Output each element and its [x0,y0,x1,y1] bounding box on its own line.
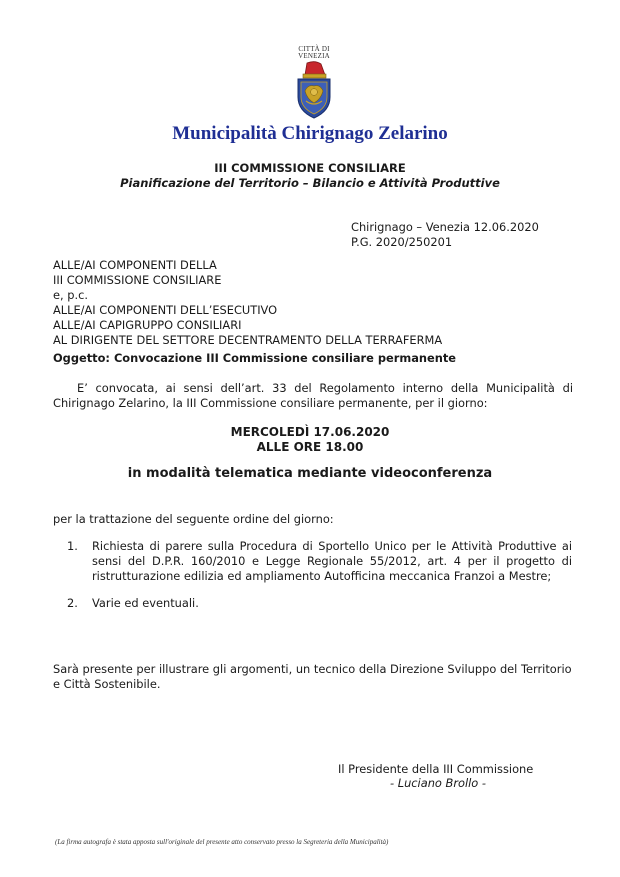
agenda-item-text: Varie ed eventuali. [92,596,199,610]
intro-text: E’ convocata, ai sensi dell’art. 33 del Regolamento interno della Municipalità di Chirignago Zelarino, la III Commissione consiliare permanente, per il giorno: [53,381,573,410]
crest-caption [286,46,342,60]
protocol-number: P.G. 2020/250201 [351,235,453,249]
recipient-line: III COMMISSIONE CONSILIARE [53,273,222,287]
municipality-title: Municipalità Chirignago Zelarino [172,123,448,144]
intro-paragraph [53,381,573,411]
meeting-mode: in modalità telematica mediante videoconferenza [127,466,493,481]
crest-caption-line2: VENEZIA [298,52,330,60]
closing-paragraph: Sarà presente per illustrare gli argomenti, un tecnico della Direzione Sviluppo del Territorio e Città Sostenibile. [53,662,572,691]
signature-role: Il Presidente della III Commissione [338,762,534,776]
subject-line: Oggetto: Convocazione III Commissione consiliare permanente [53,351,457,365]
meeting-day: MERCOLEDÌ 17.06.2020 [230,425,390,439]
lion-crest-icon [293,61,335,119]
place-date: Chirignago – Venezia 12.06.2020 [351,220,539,234]
recipient-line: ALLE/AI CAPIGRUPPO CONSILIARI [53,318,242,332]
recipients-block [53,258,442,348]
agenda-item-number: 2. [67,596,78,610]
commission-title: III COMMISSIONE CONSILIARE [214,161,406,175]
meeting-time: ALLE ORE 18.00 [256,440,364,454]
crest-caption-line1: CITTÀ DI [298,45,330,53]
agenda-intro: per la trattazione del seguente ordine del giorno: [53,512,334,526]
city-crest [286,46,342,119]
signature-name: - Luciano Brollo - [390,776,487,790]
recipient-line: e, p.c. [53,288,88,302]
recipient-line: ALLE/AI COMPONENTI DELLA [53,258,217,272]
commission-subtitle: Pianificazione del Territorio – Bilancio e Attività Produttive [120,176,500,190]
agenda-item-text: Richiesta di parere sulla Procedura di Sportello Unico per le Attività Produttive ai sensi del D.P.R. 160/2010 e Legge Regionale 55/2012, art. 4 per il progetto di ristrutturazione edilizia ed ampliamento Autofficina meccanica Franzoi a Mestre; [92,539,572,583]
footnote: (La firma autografa è stata apposta sull'originale del presente atto conservato presso la Segreteria della Municipalità) [55,838,389,846]
recipient-line: AL DIRIGENTE DEL SETTORE DECENTRAMENTO DELLA TERRAFERMA [53,333,443,347]
recipient-line: ALLE/AI COMPONENTI DELL’ESECUTIVO [53,303,278,317]
agenda-item-number: 1. [67,539,78,553]
